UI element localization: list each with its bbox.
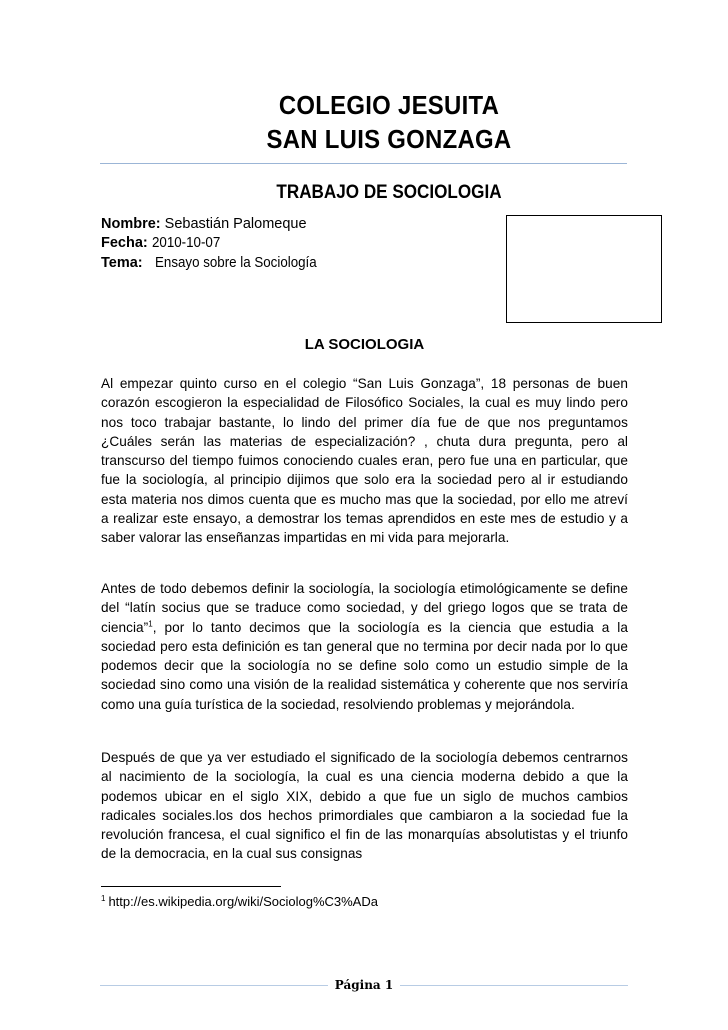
meta-name-row: [101, 216, 307, 233]
meta-name-value: Sebastián Palomeque: [164, 216, 307, 232]
paragraph-2-text-after: , por lo tanto decimos que la sociología es la ciencia que estudia a la sociedad pero esta definición es tan general que no termina por decir nada por lo que podemos decir que la sociología no se define solo como un estudio simple de la sociedad sino como una visión de la realidad sistemática y coherente que nos serviría como una guía turística de la sociedad, resolviendo problemas y mejorándola.: [101, 619, 628, 712]
paragraph-1: Al empezar quinto curso en el colegio “San Luis Gonzaga”, 18 personas de buen corazón escogieron la especialidad de Filosófico Sociales, la cual es muy lindo pero nos toco trabajar bastante, lo lindo del primer día fue de que nos preguntamos ¿Cuáles serán las materias de especialización? , chuta dura pregunta, pero al transcurso del tiempo fuimos conociendo cuales eran, pero fue una en particular, que fue la sociología, al principio dijimos que solo era la sociedad pero al ir estudiando esta materia nos dimos cuenta que es mucho mas que la sociedad, por ello me atreví a realizar este ensayo, a demostrar los temas aprendidos en este mes de estudio y a saber valorar las enseñanzas impartidas en mi vida para mejorarla.: [101, 376, 628, 546]
photo-placeholder-box: [506, 215, 662, 323]
school-name-line1: COLEGIO JESUITA: [278, 90, 500, 120]
meta-topic-label: Tema:: [101, 255, 143, 271]
meta-topic-row: [101, 255, 330, 272]
paragraph-2-text-before: Antes de todo debemos definir la sociología, la sociología etimológicamente se define del “latín socius que se traduce como sociedad, y del griego logos que se trata de ciencia”: [101, 581, 628, 635]
title-divider: [100, 163, 627, 164]
footnote-link[interactable]: http://es.wikipedia.org/wiki/Sociolog%C3%ADa: [108, 894, 378, 909]
school-name-line2: SAN LUIS GONZAGA: [266, 124, 512, 154]
paragraph-2: [101, 579, 628, 714]
meta-date-label: Fecha:: [101, 235, 148, 251]
footnote-separator: [101, 886, 281, 887]
footnote: [101, 894, 378, 910]
meta-date-value: 2010-10-07: [151, 235, 221, 251]
document-subtitle: TRABAJO DE SOCIOLOGIA: [276, 182, 502, 203]
paragraph-3: Después de que ya ver estudiado el significado de la sociología debemos centrarnos al nacimiento de la sociología, la cual es una ciencia moderna debido a que la podemos ubicar en el siglo XIX, debido a que fue un siglo de muchos cambios radicales sociales.los dos hechos primordiales que cambiaron a la sociedad fue la revolución francesa, el cual significo el fin de las monarquías absolutistas y el triunfo de la democracia, en la cual sus consignas: [101, 750, 628, 862]
footer-rule-right: [400, 985, 628, 986]
footer-rule-left: [100, 985, 328, 986]
page-number: Página 1: [334, 978, 394, 992]
footnote-marker: 1: [101, 893, 106, 903]
meta-topic-value: Ensayo sobre la Sociología: [154, 255, 317, 271]
meta-name-label: Nombre:: [101, 216, 161, 232]
footnote-reference: 1: [148, 619, 153, 629]
meta-date-row: [101, 235, 226, 252]
section-heading: LA SOCIOLOGIA: [304, 336, 425, 353]
